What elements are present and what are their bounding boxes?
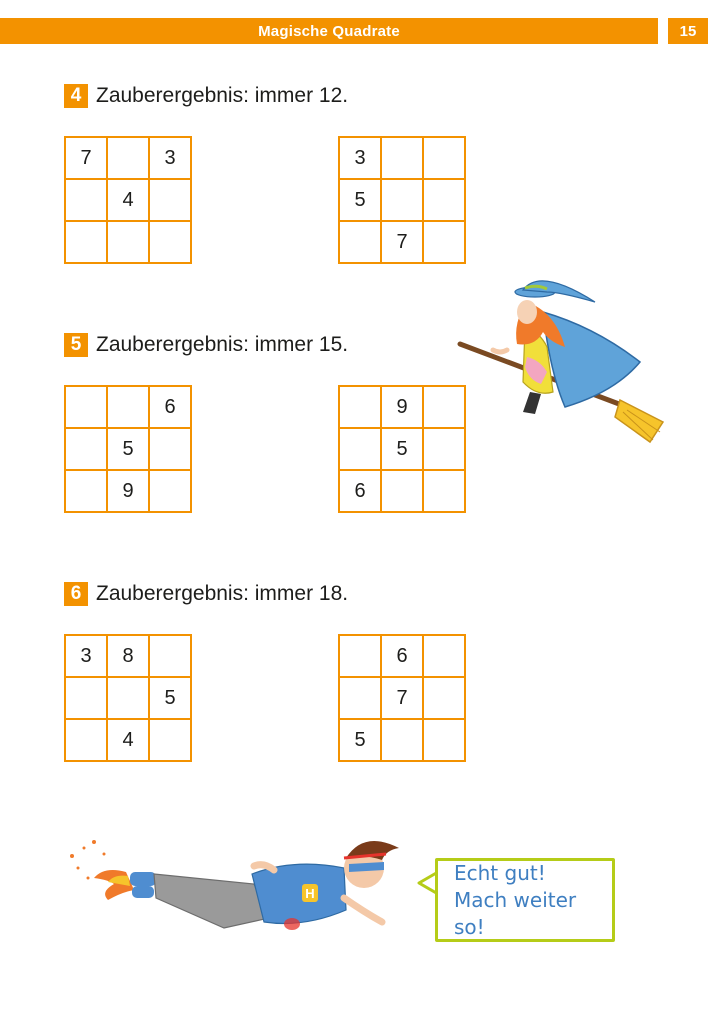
grid-cell[interactable]: 7 (66, 138, 108, 180)
grid-cell[interactable] (108, 138, 150, 180)
grid-cell[interactable] (150, 429, 192, 471)
grid-cell[interactable] (382, 471, 424, 513)
grid-cell[interactable] (150, 222, 192, 264)
grid-cell[interactable]: 3 (340, 138, 382, 180)
grid-cell[interactable] (66, 180, 108, 222)
task-number-badge: 5 (64, 333, 88, 357)
magic-square-5b (338, 385, 466, 513)
task-number-badge: 4 (64, 84, 88, 108)
header-bar (0, 18, 658, 44)
grid-cell[interactable] (424, 222, 466, 264)
grid-cell[interactable] (66, 720, 108, 762)
task-instruction: Zauberergebnis: immer 18. (96, 582, 349, 605)
grid-cell[interactable] (340, 678, 382, 720)
grid-cell[interactable] (340, 222, 382, 264)
task-instruction: Zauberergebnis: immer 12. (96, 84, 349, 107)
page-title: Magische Quadrate (258, 22, 400, 40)
grid-cell[interactable] (340, 636, 382, 678)
grid-cell[interactable]: 6 (150, 387, 192, 429)
grid-cell[interactable] (150, 636, 192, 678)
grid-cell[interactable]: 9 (382, 387, 424, 429)
grid-cell[interactable] (382, 720, 424, 762)
speech-bubble-line-2: Mach weiter so! (454, 887, 577, 939)
grid-cell[interactable] (340, 429, 382, 471)
grid-cell[interactable] (66, 678, 108, 720)
task-heading-4 (64, 84, 348, 108)
grid-cell[interactable] (424, 678, 466, 720)
task-instruction: Zauberergebnis: immer 15. (96, 333, 349, 356)
magic-square-4b (338, 136, 466, 264)
magic-square-6b (338, 634, 466, 762)
grid-cell[interactable] (424, 138, 466, 180)
speech-bubble-line-1: Echt gut! (454, 860, 546, 885)
grid-cell[interactable] (150, 720, 192, 762)
grid-cell[interactable]: 9 (108, 471, 150, 513)
task-heading-6 (64, 582, 348, 606)
grid-cell[interactable] (66, 387, 108, 429)
task-heading-5 (64, 333, 348, 357)
grid-cell[interactable]: 6 (340, 471, 382, 513)
grid-cell[interactable] (424, 180, 466, 222)
grid-cell[interactable]: 5 (340, 720, 382, 762)
grid-cell[interactable]: 4 (108, 180, 150, 222)
grid-cell[interactable] (340, 387, 382, 429)
grid-cell[interactable] (66, 222, 108, 264)
witch-on-broom-illustration (455, 272, 670, 452)
grid-cell[interactable]: 5 (108, 429, 150, 471)
grid-cell[interactable] (382, 138, 424, 180)
grid-cell[interactable]: 4 (108, 720, 150, 762)
magic-square-4a (64, 136, 192, 264)
magic-square-5a (64, 385, 192, 513)
magic-square-6a (64, 634, 192, 762)
grid-cell[interactable] (66, 471, 108, 513)
grid-cell[interactable] (424, 720, 466, 762)
grid-cell[interactable] (108, 387, 150, 429)
grid-cell[interactable] (150, 471, 192, 513)
grid-cell[interactable] (150, 180, 192, 222)
grid-cell[interactable]: 7 (382, 678, 424, 720)
grid-cell[interactable]: 6 (382, 636, 424, 678)
grid-cell[interactable] (108, 678, 150, 720)
grid-cell[interactable]: 3 (150, 138, 192, 180)
task-number-badge: 6 (64, 582, 88, 606)
grid-cell[interactable]: 5 (382, 429, 424, 471)
grid-cell[interactable] (424, 471, 466, 513)
page-number: 15 (668, 18, 708, 44)
grid-cell[interactable] (66, 429, 108, 471)
svg-text:H: H (305, 886, 315, 901)
grid-cell[interactable]: 5 (150, 678, 192, 720)
grid-cell[interactable]: 3 (66, 636, 108, 678)
grid-cell[interactable] (424, 636, 466, 678)
grid-cell[interactable]: 8 (108, 636, 150, 678)
grid-cell[interactable] (108, 222, 150, 264)
flying-superhero-boy-illustration (64, 828, 424, 946)
speech-bubble (435, 858, 615, 942)
grid-cell[interactable]: 5 (340, 180, 382, 222)
grid-cell[interactable] (382, 180, 424, 222)
grid-cell[interactable]: 7 (382, 222, 424, 264)
